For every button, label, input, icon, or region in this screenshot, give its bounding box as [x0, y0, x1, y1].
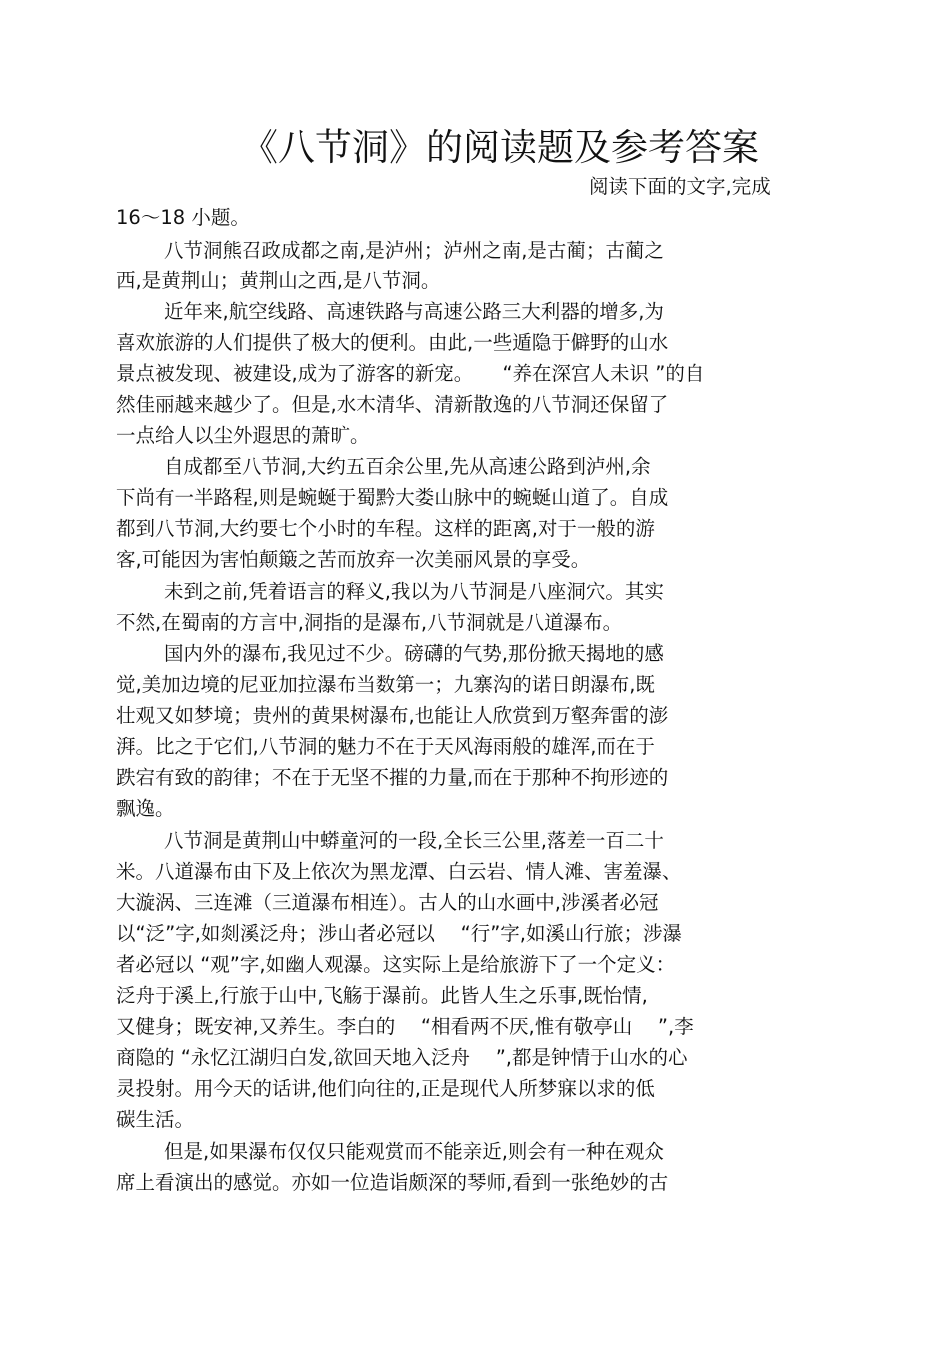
paragraph-line: 自成都至八节洞,大约五百余公里,先从高速公路到泸州,余 — [164, 455, 651, 478]
paragraph-line: 壮观又如梦境；贵州的黄果树瀑布,也能让人欣赏到万壑奔雷的澎 — [116, 704, 669, 727]
paragraph-line: 国内外的瀑布,我见过不少。磅礴的气势,那份掀天揭地的感 — [164, 642, 664, 665]
paragraph-line: 八节洞是黄荆山中蟒童河的一段,全长三公里,落差一百二十 — [164, 829, 664, 852]
intro-line: 16～18 小题。 — [116, 206, 250, 229]
paragraph-line: 者必冠以 “观”字,如幽人观瀑。这实际上是给旅游下了一个定义： — [116, 953, 676, 976]
paragraph-line: 都到八节洞,大约要七个小时的车程。这样的距离,对于一般的游 — [116, 517, 655, 540]
paragraph-line: 客,可能因为害怕颠簸之苦而放弃一次美丽风景的享受。 — [116, 548, 591, 571]
paragraph-line: 碳生活。 — [116, 1108, 195, 1131]
paragraph-line: 然佳丽越来越少了。但是,水木清华、清新散逸的八节洞还保留了 — [116, 393, 669, 416]
paragraph-line: 湃。比之于它们,八节洞的魅力不在于天风海雨般的雄浑,而在于 — [116, 735, 655, 758]
paragraph-line: 西,是黄荆山；黄荆山之西,是八节洞。 — [116, 269, 441, 292]
paragraph-line: 下尚有一半路程,则是蜿蜒于蜀黔大娄山脉中的蜿蜒山道了。自成 — [116, 486, 669, 509]
document-title: 《八节洞》的阅读题及参考答案 — [241, 126, 759, 169]
paragraph-line: 商隐的 “永忆江湖归白发,欲回天地入泛舟 ”,都是钟情于山水的心 — [116, 1046, 688, 1069]
paragraph-line: 又健身；既安神,又养生。李白的 “相看两不厌,惟有敬亭山 ”,李 — [116, 1015, 694, 1038]
paragraph-line: 泛舟于溪上,行旅于山中,飞觞于瀑前。此皆人生之乐事,既怡情, — [116, 984, 648, 1007]
paragraph-line: 景点被发现、被建设,成为了游客的新宠。 “养在深宫人未识 ”的自 — [116, 362, 705, 385]
intro-line: 阅读下面的文字,完成 — [589, 175, 771, 198]
paragraph-line: 席上看演出的感觉。亦如一位造诣颇深的琴师,看到一张绝妙的古 — [116, 1171, 669, 1194]
paragraph-line: 米。八道瀑布由下及上依次为黑龙潭、白云岩、情人滩、害羞瀑、 — [116, 860, 682, 883]
paragraph-line: 灵投射。用今天的话讲,他们向往的,正是现代人所梦寐以求的低 — [116, 1077, 655, 1100]
paragraph-line: 飘逸。 — [116, 797, 175, 820]
paragraph-line: 近年来,航空线路、高速铁路与高速公路三大利器的增多,为 — [164, 300, 664, 323]
paragraph-line: 一点给人以尘外遐思的萧旷。 — [116, 424, 370, 447]
paragraph-line: 但是,如果瀑布仅仅只能观赏而不能亲近,则会有一种在观众 — [164, 1140, 664, 1163]
paragraph-line: 以“泛”字,如剡溪泛舟；涉山者必冠以 “行”字,如溪山行旅；涉瀑 — [116, 922, 683, 945]
paragraph-line: 大漩涡、三连滩（三道瀑布相连）。古人的山水画中,涉溪者必冠 — [116, 891, 659, 914]
paragraph-line: 不然,在蜀南的方言中,洞指的是瀑布,八节洞就是八道瀑布。 — [116, 611, 623, 634]
paragraph-line: 八节洞熊召政成都之南,是泸州；泸州之南,是古蔺；古蔺之 — [164, 239, 664, 262]
paragraph-line: 未到之前,凭着语言的释义,我以为八节洞是八座洞穴。其实 — [164, 580, 664, 603]
paragraph-line: 喜欢旅游的人们提供了极大的便利。由此,一些遁隐于僻野的山水 — [116, 331, 669, 354]
paragraph-line: 觉,美加边境的尼亚加拉瀑布当数第一；九寨沟的诺日朗瀑布,既 — [116, 673, 655, 696]
paragraph-line: 跌宕有致的韵律；不在于无坚不摧的力量,而在于那种不拘形迹的 — [116, 766, 669, 789]
